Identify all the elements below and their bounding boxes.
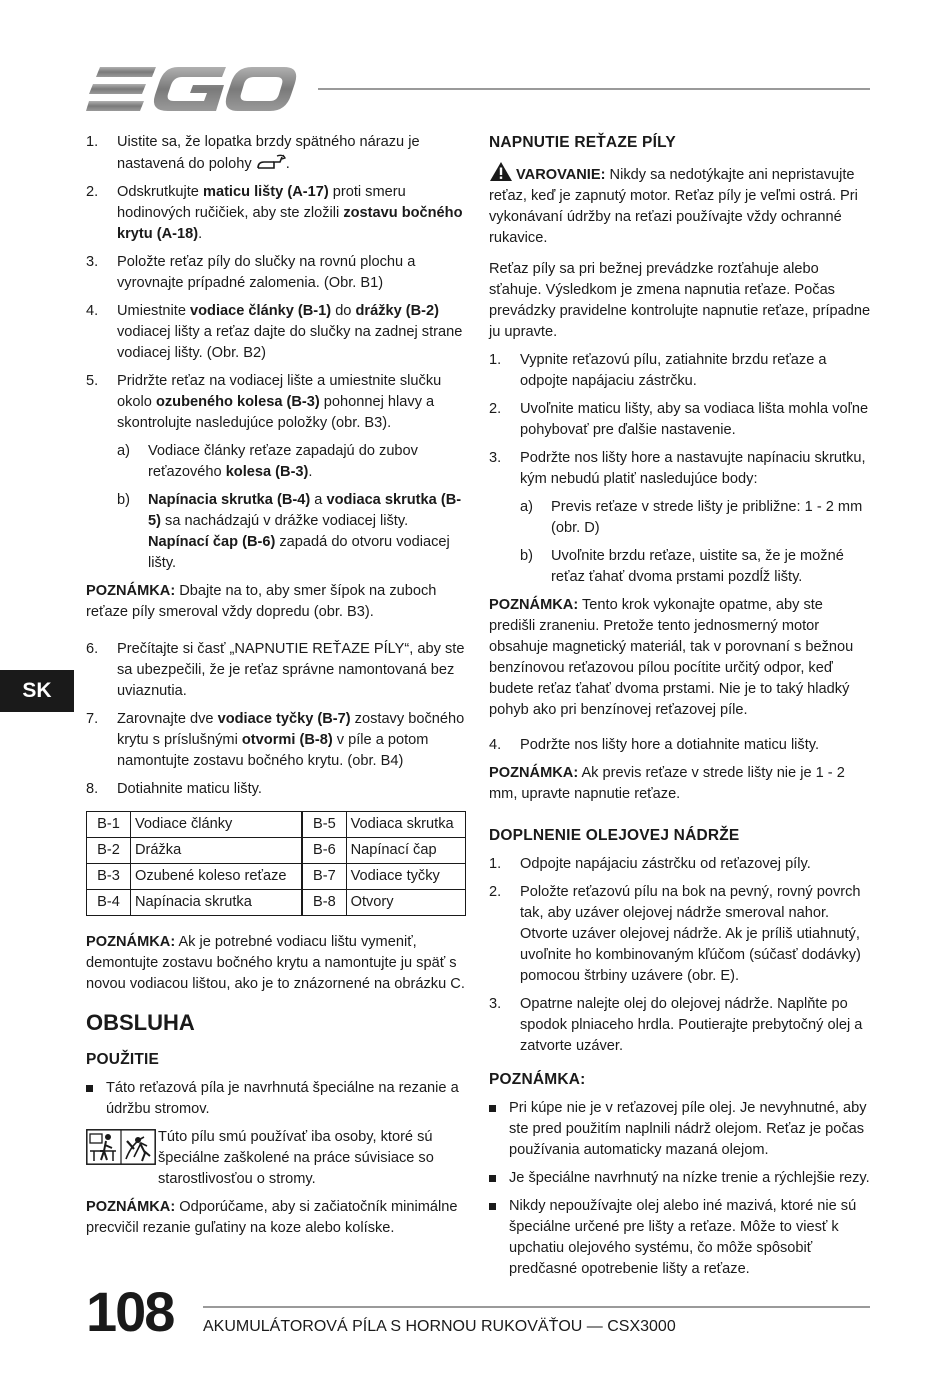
table-row bbox=[87, 838, 466, 864]
item-text: Podržte nos lišty hore a dotiahnite maticu lišty. bbox=[520, 737, 820, 753]
section-heading-obsluha: OBSLUHA bbox=[86, 1010, 195, 1035]
brake-position-icon bbox=[256, 153, 286, 171]
item-text: Položte reťaz píly do slučky na rovnú plochu a vyrovnajte prípadné zalomenia. (Obr. B1) bbox=[117, 254, 416, 291]
right-column bbox=[489, 132, 871, 1287]
table-row bbox=[87, 864, 466, 890]
item-text: Uistite sa, že lopatka brzdy spätného nárazu je nastavená do polohy . bbox=[117, 134, 420, 172]
heading-oil-refill: DOPLNENIE OLEJOVEJ NÁDRŽE bbox=[489, 827, 740, 844]
list-item bbox=[86, 371, 468, 434]
item-text: Pridržte reťaz na vodiacej lište a umiestnite slučku okolo ozubeného kolesa (B-3) pohonnej hlavy a skontrolujte nasledujúce položky (obr. B3). bbox=[117, 373, 442, 431]
item-text: Zarovnajte dve vodiace tyčky (B-7) zostavy bočného krytu s príslušnými otvormi (B-8) v píle a potom namontujte zostavu bočného krytu. (obr. B4) bbox=[117, 711, 465, 769]
heading-chain-tension: NAPNUTIE REŤAZE PÍLY bbox=[489, 134, 676, 151]
part-name-cell: Napínacia skrutka bbox=[131, 890, 303, 916]
header-rule bbox=[318, 88, 870, 90]
list-item bbox=[86, 779, 468, 800]
note-arrow-direction: POZNÁMKA: Dbajte na to, aby smer šípok na zuboch reťaze píly smeroval vždy dopredu (obr. B3). bbox=[86, 583, 437, 620]
bullet-item bbox=[489, 1196, 871, 1280]
page-number: 108 bbox=[86, 1280, 174, 1343]
item-number: a) bbox=[117, 443, 130, 459]
parts-table bbox=[86, 811, 466, 916]
item-text: Previs reťaze v strede lišty je približne: 1 - 2 mm (obr. D) bbox=[551, 499, 863, 536]
note-replace-bar: POZNÁMKA: Ak je potrebné vodiacu lištu vymeniť, demontujte zostavu bočného krytu a namontujte ju späť s novou vodiacou lištou, ako je to znázornené na obrázku C. bbox=[86, 934, 465, 992]
footer-title: AKUMULÁTOROVÁ PÍLA S HORNOU RUKOVÄŤOU — CSX3000 bbox=[203, 1318, 676, 1335]
item-text: Vypnite reťazovú pílu, zatiahnite brzdu reťaze a odpojte napájaciu zástrčku. bbox=[520, 352, 827, 389]
bullet-item bbox=[489, 1098, 871, 1161]
item-text: Odpojte napájaciu zástrčku od reťazovej píly. bbox=[520, 856, 811, 872]
list-item bbox=[86, 252, 468, 294]
item-text: Napínacia skrutka (B-4) a vodiaca skrutka (B-5) sa nachádzajú v drážke vodiacej lišty. Napínací čap (B-6) zapadá do otvoru vodiacej lišty. bbox=[148, 492, 462, 571]
part-name-cell: Ozubené koleso reťaze bbox=[131, 864, 303, 890]
trained-operator-pictogram-icon bbox=[86, 1129, 156, 1165]
item-number: 1. bbox=[489, 856, 502, 872]
item-text: Dotiahnite maticu lišty. bbox=[117, 781, 262, 797]
ego-logo bbox=[86, 64, 298, 114]
list-item bbox=[489, 994, 871, 1057]
part-name-cell: Vodiaca skrutka bbox=[346, 812, 465, 838]
bullet-text: Je špeciálne navrhnutý na nízke trenie a rýchlejšie rezy. bbox=[509, 1170, 870, 1186]
oil-bullets bbox=[489, 1098, 871, 1280]
warning-triangle-icon bbox=[489, 161, 513, 182]
left-column bbox=[86, 132, 468, 1253]
assembly-steps-continued bbox=[86, 639, 468, 800]
item-number: 2. bbox=[489, 401, 502, 417]
item-text: Opatrne nalejte olej do olejovej nádrže. Naplňte po spodok plniaceho hrdla. Poutierajte prebytočný olej a zatvorte uzáver. bbox=[520, 996, 863, 1054]
part-code-cell: B-4 bbox=[87, 890, 131, 916]
list-item bbox=[489, 735, 871, 756]
tension-step-4 bbox=[489, 735, 871, 756]
item-number: a) bbox=[520, 499, 533, 515]
item-text: Vodiace články reťaze zapadajú do zubov reťazového kolesa (B-3). bbox=[148, 443, 418, 480]
item-number: 4. bbox=[489, 737, 502, 753]
list-item bbox=[86, 301, 468, 364]
heading-oil-note: POZNÁMKA: bbox=[489, 1071, 586, 1088]
sub-list-item bbox=[520, 497, 871, 539]
item-text: Uvoľnite maticu lišty, aby sa vodiaca lišta mohla voľne pohybovať pre ďalšie nastavenie. bbox=[520, 401, 869, 438]
item-number: b) bbox=[520, 548, 533, 564]
item-number: 7. bbox=[86, 711, 99, 727]
part-name-cell: Drážka bbox=[131, 838, 303, 864]
tension-intro: Reťaz píly sa pri bežnej prevádzke rozťahuje alebo sťahuje. Výsledkom je zmena napnutia reťaze. Počas prevádzky pravidelne kontrolujte napnutie reťaze, prípadne ju upravte. bbox=[489, 261, 871, 340]
part-code-cell: B-6 bbox=[302, 838, 346, 864]
bullet-square-icon bbox=[86, 1085, 93, 1092]
step-3-sublist bbox=[520, 497, 871, 588]
note-beginner: POZNÁMKA: Odporúčame, aby si začiatočník minimálne precvičil rezanie guľatiny na koze alebo kolíske. bbox=[86, 1199, 458, 1236]
item-text: Položte reťazovú pílu na bok na pevný, rovný povrch tak, aby uzáver olejovej nádrže smeroval nahor. Otvorte uzáver olejovej nádrže. Ak je príliš utiahnutý, uvoľnite ho kombinovaným kľúčom (súčasť dodávky) pomocou štrbiny uzávere (obr. E). bbox=[520, 884, 861, 984]
bullet-text: Pri kúpe nie je v reťazovej píle olej. Je nevyhnutné, aby ste pred použitím naplnili nádrž olejom. Reťaz je počas používania automaticky mazaná olejom. bbox=[509, 1100, 867, 1158]
sub-list-item bbox=[520, 546, 871, 588]
part-name-cell: Otvory bbox=[346, 890, 465, 916]
assembly-steps bbox=[86, 132, 468, 434]
part-name-cell: Napínací čap bbox=[346, 838, 465, 864]
step-5-sublist bbox=[117, 441, 468, 574]
part-code-cell: B-8 bbox=[302, 890, 346, 916]
list-item bbox=[86, 709, 468, 772]
warning-block: VAROVANIE: Nikdy sa nedotýkajte ani nepristavujte reťaz, keď je zapnutý motor. Reťaz píly je veľmi ostrá. Pri vykonávaní údržby na reťazi používajte vždy ochranné rukavice. bbox=[489, 161, 871, 249]
list-item bbox=[489, 882, 871, 987]
list-item bbox=[86, 132, 468, 175]
sub-list-item bbox=[117, 441, 468, 483]
trained-operator-row: Túto pílu smú používať iba osoby, ktoré sú špeciálne zaškolené na práce súvisiace so starostlivosťou o stromy. bbox=[86, 1127, 468, 1190]
item-number: 3. bbox=[489, 450, 502, 466]
list-item bbox=[489, 399, 871, 441]
item-text: Prečítajte si časť „NAPNUTIE REŤAZE PÍLY“, aby ste sa ubezpečili, že je reťaz správne namontovaná bez uviaznutia. bbox=[117, 641, 465, 699]
item-number: 1. bbox=[86, 134, 99, 150]
bullet-square-icon bbox=[489, 1105, 496, 1112]
item-number: 5. bbox=[86, 373, 99, 389]
use-bullet: Táto reťazová píla je navrhnutá špeciálne na rezanie a údržbu stromov. bbox=[86, 1078, 468, 1120]
sub-list-item bbox=[117, 490, 468, 574]
list-item bbox=[489, 448, 871, 490]
item-number: 6. bbox=[86, 641, 99, 657]
part-code-cell: B-5 bbox=[302, 812, 346, 838]
list-item bbox=[86, 182, 468, 245]
item-number: b) bbox=[117, 492, 130, 508]
item-text: Uvoľnite brzdu reťaze, uistite sa, že je možné reťaz ťahať dvoma prstami pozdĺž lišty. bbox=[551, 548, 844, 585]
note-sag: POZNÁMKA: Ak previs reťaze v strede lišty nie je 1 - 2 mm, upravte napnutie reťaze. bbox=[489, 765, 845, 802]
part-code-cell: B-7 bbox=[302, 864, 346, 890]
footer-rule bbox=[203, 1306, 870, 1308]
item-number: 4. bbox=[86, 303, 99, 319]
table-row bbox=[87, 812, 466, 838]
part-code-cell: B-1 bbox=[87, 812, 131, 838]
oil-steps bbox=[489, 854, 871, 1057]
bullet-item bbox=[489, 1168, 871, 1189]
list-item bbox=[489, 350, 871, 392]
tension-steps bbox=[489, 350, 871, 490]
step-1-end: . bbox=[285, 156, 290, 172]
item-number: 8. bbox=[86, 781, 99, 797]
part-name-cell: Vodiace články bbox=[131, 812, 303, 838]
table-row bbox=[87, 890, 466, 916]
item-number: 3. bbox=[86, 254, 99, 270]
list-item bbox=[489, 854, 871, 875]
part-name-cell: Vodiace tyčky bbox=[346, 864, 465, 890]
part-code-cell: B-2 bbox=[87, 838, 131, 864]
subsection-heading-pouzitie: POUŽITIE bbox=[86, 1051, 160, 1068]
item-number: 2. bbox=[489, 884, 502, 900]
part-code-cell: B-3 bbox=[87, 864, 131, 890]
bullet-square-icon bbox=[489, 1203, 496, 1210]
item-number: 2. bbox=[86, 184, 99, 200]
list-item bbox=[86, 639, 468, 702]
bullet-square-icon bbox=[489, 1175, 496, 1182]
item-text: Umiestnite vodiace články (B-1) do drážky (B-2) vodiacej lišty a reťaz dajte do slučky na zadnej strane vodiacej lišty. (Obr. B2) bbox=[117, 303, 463, 361]
bullet-text: Nikdy nepoužívajte olej alebo iné mazivá, ktoré nie sú špeciálne určené pre lišty a reťaze. Môže to viesť k upchatiu olejového systému, čo môže spôsobiť predčasné opotrebenie lišty a reťaze. bbox=[509, 1198, 857, 1277]
item-number: 1. bbox=[489, 352, 502, 368]
language-tab: SK bbox=[0, 670, 74, 712]
item-number: 3. bbox=[489, 996, 502, 1012]
item-text: Odskrutkujte maticu lišty (A-17) proti smeru hodinových ručičiek, aby ste zložili zostavu bočného krytu (A-18). bbox=[117, 184, 463, 242]
item-text: Podržte nos lišty hore a nastavujte napínaciu skrutku, kým nebudú platiť nasledujúce body: bbox=[520, 450, 866, 487]
note-magnetic: POZNÁMKA: Tento krok vykonajte opatme, aby ste predišli zraneniu. Pretože tento jednosmerný motor obsahuje magnetický materiál, tak v porovnaní s bežnou benzínovou reťazovou pílou pocítite určitý odpor, keď budete reťaz ťahať dvoma prstami. Nie je to taký hladký pohyb ako pri benzínovej reťazovej píle. bbox=[489, 597, 854, 718]
